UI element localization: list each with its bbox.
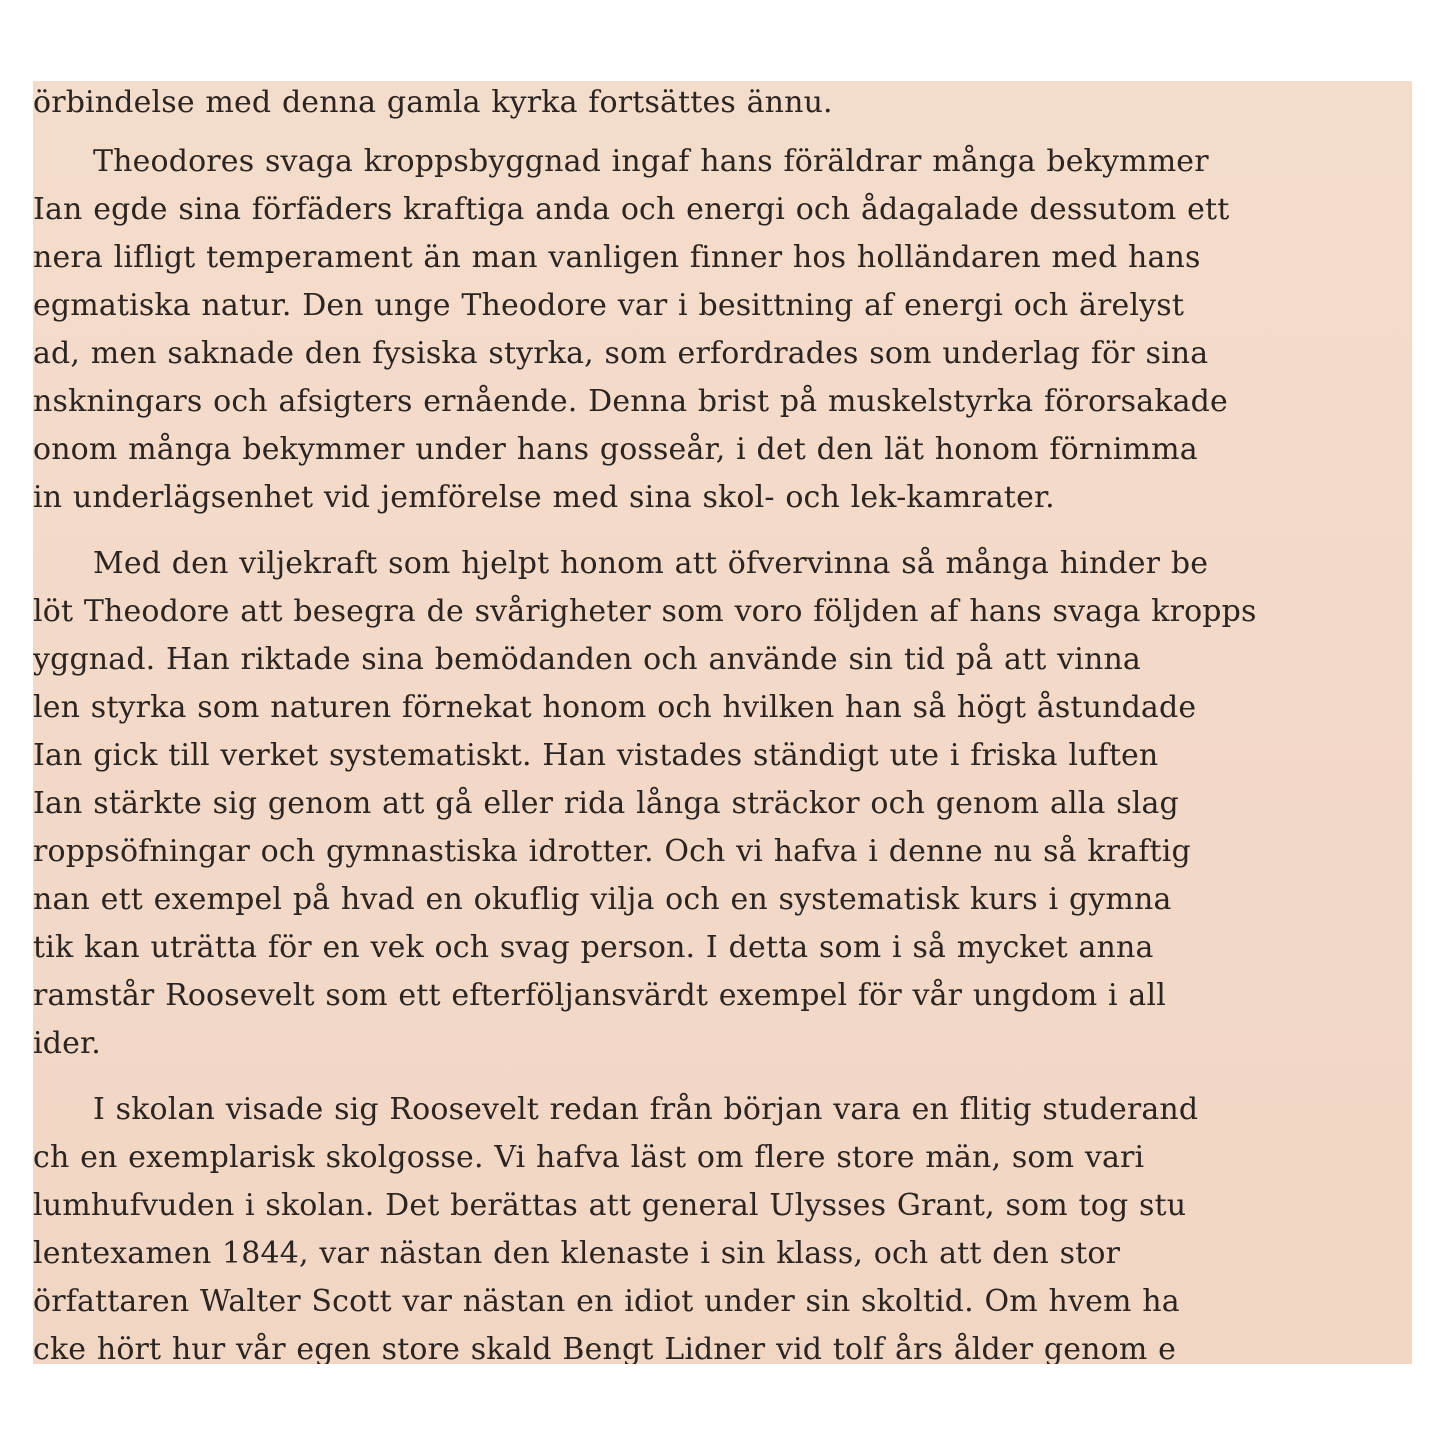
text-line: ch en exemplarisk skolgosse. Vi hafva läst om flere store män, som vari [33, 1140, 1145, 1175]
text-line: I skolan visade sig Roosevelt redan från början vara en flitig studerand [93, 1092, 1199, 1127]
text-line: lumhufvuden i skolan. Det berättas att general Ulysses Grant, som tog stu [33, 1188, 1187, 1223]
scanned-page [33, 81, 1412, 1364]
text-line: nera lifligt temperament än man vanligen finner hos holländaren med hans [33, 240, 1201, 275]
text-line: yggnad. Han riktade sina bemödanden och använde sin tid på att vinna [33, 642, 1141, 677]
text-line: lentexamen 1844, var nästan den klenaste i sin klass, och att den stor [33, 1236, 1121, 1271]
text-line: nan ett exempel på hvad en okuflig vilja och en systematisk kurs i gymna [33, 882, 1172, 917]
text-line: onom många bekymmer under hans gosseår, i det den lät honom förnimma [33, 432, 1198, 467]
text-line: nskningars och afsigters ernående. Denna brist på muskelstyrka förorsakade [33, 384, 1228, 419]
text-line: roppsöfningar och gymnastiska idrotter. Och vi hafva i denne nu så kraftig [33, 834, 1191, 869]
text-line: tik kan uträtta för en vek och svag person. I detta som i så mycket anna [33, 930, 1154, 965]
text-line: in underlägsenhet vid jemförelse med sina skol- och lek-kamrater. [33, 480, 1055, 515]
text-line: cke hört hur vår egen store skald Bengt Lidner vid tolf års ålder genom e [33, 1332, 1177, 1364]
text-line: löt Theodore att besegra de svårigheter som voro följden af hans svaga kropps [33, 594, 1257, 629]
text-line: örbindelse med denna gamla kyrka fortsättes ännu. [33, 85, 833, 120]
text-line: Ian gick till verket systematiskt. Han vistades ständigt ute i friska luften [33, 738, 1159, 773]
text-line: ad, men saknade den fysiska styrka, som erfordrades som underlag för sina [33, 336, 1209, 371]
text-line: egmatiska natur. Den unge Theodore var i besittning af energi och ärelyst [33, 288, 1185, 323]
text-line: ider. [33, 1026, 101, 1061]
text-line: örfattaren Walter Scott var nästan en idiot under sin skoltid. Om hvem ha [33, 1284, 1180, 1319]
text-line: ramstår Roosevelt som ett efterföljansvärdt exempel för vår ungdom i all [33, 978, 1166, 1013]
text-line: Theodores svaga kroppsbyggnad ingaf hans föräldrar många bekymmer [93, 144, 1209, 179]
text-line: Med den viljekraft som hjelpt honom att öfvervinna så många hinder be [93, 546, 1209, 581]
text-line: len styrka som naturen förnekat honom och hvilken han så högt åstundade [33, 690, 1197, 725]
text-line: Ian stärkte sig genom att gå eller rida långa sträckor och genom alla slag [33, 786, 1179, 821]
text-line: Ian egde sina förfäders kraftiga anda och energi och ådagalade dessutom ett [33, 192, 1230, 227]
